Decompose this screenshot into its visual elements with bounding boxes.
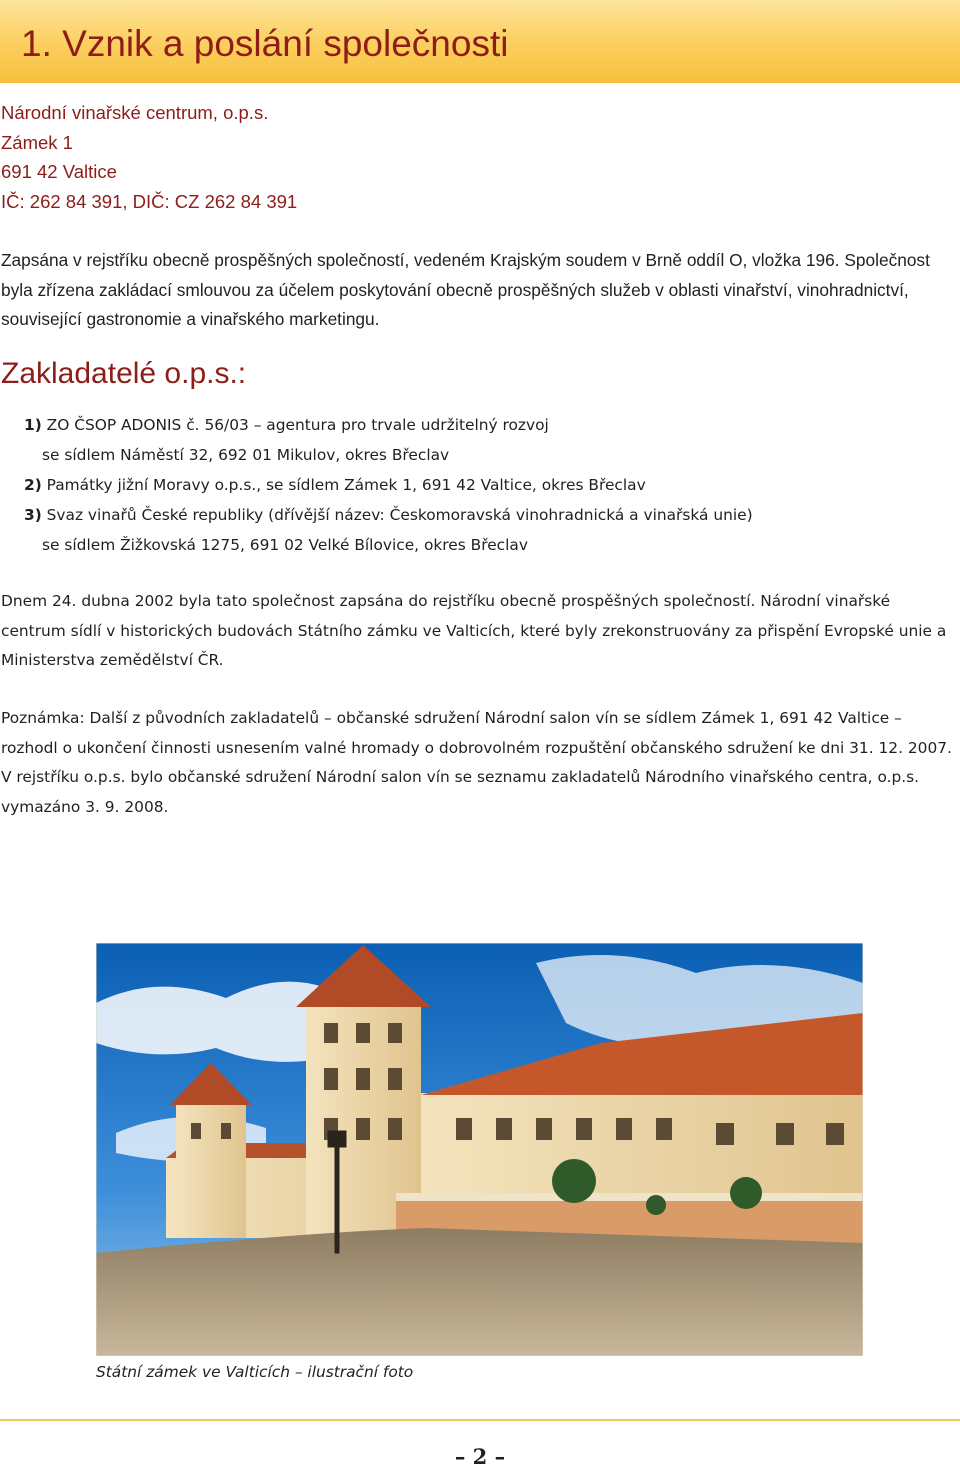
registration-paragraph: Zapsána v rejstříku obecně prospěšných společností, vedeném Krajským soudem v Brně oddíl O, vložka 196. Společnost byla zřízena zakládací smlouvou za účelem poskytování obecně prospěšných služeb v oblasti vinařství, vinohradnictví, související gastronomie a vinařského marketingu.: [1, 250, 930, 329]
founder-number: 2): [24, 476, 42, 494]
photo-caption: Státní zámek ve Valticích – ilustrační foto: [96, 1363, 414, 1381]
founder-item: [24, 410, 924, 440]
org-city: 691 42 Valtice: [1, 161, 117, 182]
founder-line-continued: se sídlem Náměstí 32, 692 01 Mikulov, okres Břeclav: [42, 446, 450, 464]
founder-line: Památky jižní Moravy o.p.s., se sídlem Zámek 1, 691 42 Valtice, okres Břeclav: [46, 476, 646, 494]
founder-item: [24, 500, 924, 530]
page-number: – 2 –: [454, 1444, 506, 1469]
footer-divider: [0, 1419, 960, 1421]
page-title: 1. Vznik a poslání společnosti: [21, 23, 509, 64]
founders-list: [24, 410, 924, 560]
founder-line-continued: se sídlem Žižkovská 1275, 691 02 Velké Bílovice, okres Břeclav: [42, 536, 528, 554]
org-name: Národní vinařské centrum, o.p.s.: [1, 102, 269, 123]
title-band: [0, 0, 960, 83]
note-paragraph: Poznámka: Další z původních zakladatelů – občanské sdružení Národní salon vín se sídlem Zámek 1, 691 42 Valtice – rozhodl o ukončení činnosti usnesením valné hromady o dobrovolném rozpuštění občanského sdružení ke dni 31. 12. 2007. V rejstříku o.p.s. bylo občanské sdružení Národní salon vín se seznamu zakladatelů Národního vinařského centra, o.p.s. vymazáno 3. 9. 2008.: [1, 709, 952, 816]
founder-number: 1): [24, 416, 42, 434]
founder-number: 3): [24, 506, 42, 524]
founder-line: Svaz vinařů České republiky (dřívější název: Českomoravská vinohradnická a vinařská unie): [46, 506, 753, 524]
registration-date-paragraph: Dnem 24. dubna 2002 byla tato společnost zapsána do rejstříku obecně prospěšných společností. Národní vinařské centrum sídlí v historických budovách Státního zámku ve Valticích, které byly zrekonstruovány za přispění Evropské unie a Ministerstva zemědělství ČR.: [1, 592, 947, 669]
founder-item: [24, 470, 924, 500]
castle-photo: [96, 943, 863, 1356]
org-ids: IČ: 262 84 391, DIČ: CZ 262 84 391: [1, 190, 298, 212]
org-street: Zámek 1: [1, 131, 73, 153]
founder-line: ZO ČSOP ADONIS č. 56/03 – agentura pro trvale udržitelný rozvoj: [46, 416, 549, 434]
organization-address: [1, 98, 951, 216]
founders-heading: Zakladatelé o.p.s.:: [1, 357, 247, 390]
